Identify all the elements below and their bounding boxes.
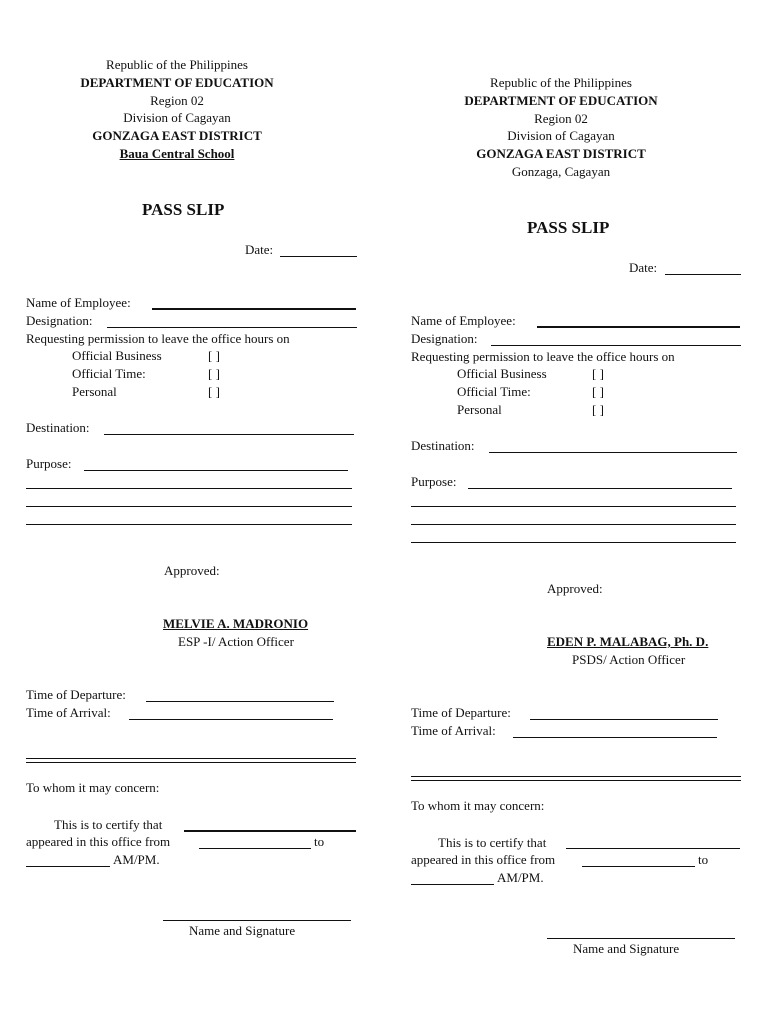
purpose-line-1[interactable] — [468, 488, 732, 489]
double-divider — [411, 776, 741, 781]
purpose-line-2[interactable] — [411, 506, 736, 507]
concern-text: To whom it may concern: — [26, 780, 160, 795]
option-official-business: Official Business — [457, 366, 547, 381]
designation-label: Designation: — [411, 331, 478, 346]
purpose-line-4[interactable] — [26, 524, 352, 525]
arrival-line[interactable] — [129, 719, 333, 720]
option-official-time: Official Time: — [457, 384, 531, 399]
header-department: DEPARTMENT OF EDUCATION — [464, 93, 658, 108]
departure-line[interactable] — [146, 701, 334, 702]
ampm-text: AM/PM. — [497, 870, 544, 885]
purpose-label: Purpose: — [411, 474, 457, 489]
pass-slip-right — [406, 75, 746, 1035]
ampm-text: AM/PM. — [113, 852, 160, 867]
purpose-label: Purpose: — [26, 456, 72, 471]
from-time-line[interactable] — [199, 848, 311, 849]
option-official-business: Official Business — [72, 348, 162, 363]
departure-label: Time of Departure: — [26, 687, 126, 702]
header-region: Region 02 — [150, 93, 204, 108]
checkbox-official-business[interactable]: [ ] — [208, 348, 220, 363]
destination-label: Destination: — [411, 438, 475, 453]
to-text: to — [698, 852, 709, 867]
employee-name-label: Name of Employee: — [26, 295, 131, 310]
arrival-label: Time of Arrival: — [26, 705, 111, 720]
slip-title: PASS SLIP — [527, 218, 610, 237]
approved-label: Approved: — [547, 581, 603, 596]
signature-label: Name and Signature — [189, 923, 296, 938]
date-line[interactable] — [665, 274, 741, 275]
to-time-line[interactable] — [411, 884, 494, 885]
certify-name-line[interactable] — [566, 848, 740, 849]
slip-title: PASS SLIP — [142, 200, 225, 219]
option-personal: Personal — [72, 384, 117, 399]
arrival-label: Time of Arrival: — [411, 723, 496, 738]
header-division: Division of Cagayan — [123, 110, 231, 125]
destination-line[interactable] — [489, 452, 737, 453]
departure-line[interactable] — [530, 719, 718, 720]
employee-name-line[interactable] — [537, 326, 740, 328]
purpose-line-3[interactable] — [26, 506, 352, 507]
signature-label: Name and Signature — [573, 941, 680, 956]
signatory-title: PSDS/ Action Officer — [572, 652, 686, 667]
certify-name-line[interactable] — [184, 830, 356, 832]
designation-line[interactable] — [491, 345, 741, 346]
destination-line[interactable] — [104, 434, 354, 435]
checkbox-personal[interactable]: [ ] — [592, 402, 604, 417]
employee-name-line[interactable] — [152, 308, 356, 310]
checkbox-official-time[interactable]: [ ] — [208, 366, 220, 381]
option-personal: Personal — [457, 402, 502, 417]
date-label: Date: — [629, 260, 658, 275]
header-republic: Republic of the Philippines — [106, 57, 248, 72]
to-time-line[interactable] — [26, 866, 110, 867]
purpose-line-4[interactable] — [411, 542, 736, 543]
date-label: Date: — [245, 242, 274, 257]
header-district: GONZAGA EAST DISTRICT — [92, 128, 262, 143]
approved-label: Approved: — [164, 563, 220, 578]
designation-label: Designation: — [26, 313, 93, 328]
header-department: DEPARTMENT OF EDUCATION — [80, 75, 274, 90]
checkbox-official-time[interactable]: [ ] — [592, 384, 604, 399]
designation-line[interactable] — [107, 327, 357, 328]
purpose-line-3[interactable] — [411, 524, 736, 525]
certify-text: This is to certify that — [54, 817, 163, 832]
concern-text: To whom it may concern: — [411, 798, 545, 813]
header-region: Region 02 — [534, 111, 588, 126]
header-location: Gonzaga, Cagayan — [511, 164, 611, 179]
destination-label: Destination: — [26, 420, 90, 435]
request-text: Requesting permission to leave the office hours on — [411, 349, 675, 364]
arrival-line[interactable] — [513, 737, 717, 738]
pass-slip-left — [22, 57, 362, 1017]
signatory-title: ESP -I/ Action Officer — [178, 634, 294, 649]
appeared-text: appeared in this office from — [26, 834, 171, 849]
signature-line[interactable] — [547, 938, 735, 939]
header-district: GONZAGA EAST DISTRICT — [476, 146, 646, 161]
employee-name-label: Name of Employee: — [411, 313, 516, 328]
from-time-line[interactable] — [582, 866, 695, 867]
double-divider — [26, 758, 356, 763]
departure-label: Time of Departure: — [411, 705, 511, 720]
header-republic: Republic of the Philippines — [490, 75, 632, 90]
certify-text: This is to certify that — [438, 835, 547, 850]
header-division: Division of Cagayan — [507, 128, 615, 143]
purpose-line-2[interactable] — [26, 488, 352, 489]
signatory-name: MELVIE A. MADRONIO — [163, 616, 309, 631]
request-text: Requesting permission to leave the office hours on — [26, 331, 290, 346]
to-text: to — [314, 834, 325, 849]
checkbox-official-business[interactable]: [ ] — [592, 366, 604, 381]
date-line[interactable] — [280, 256, 357, 257]
signature-line[interactable] — [163, 920, 351, 921]
purpose-line-1[interactable] — [84, 470, 348, 471]
header-school: Baua Central School — [119, 146, 235, 161]
option-official-time: Official Time: — [72, 366, 146, 381]
checkbox-personal[interactable]: [ ] — [208, 384, 220, 399]
appeared-text: appeared in this office from — [411, 852, 556, 867]
signatory-name: EDEN P. MALABAG, Ph. D. — [547, 634, 709, 649]
